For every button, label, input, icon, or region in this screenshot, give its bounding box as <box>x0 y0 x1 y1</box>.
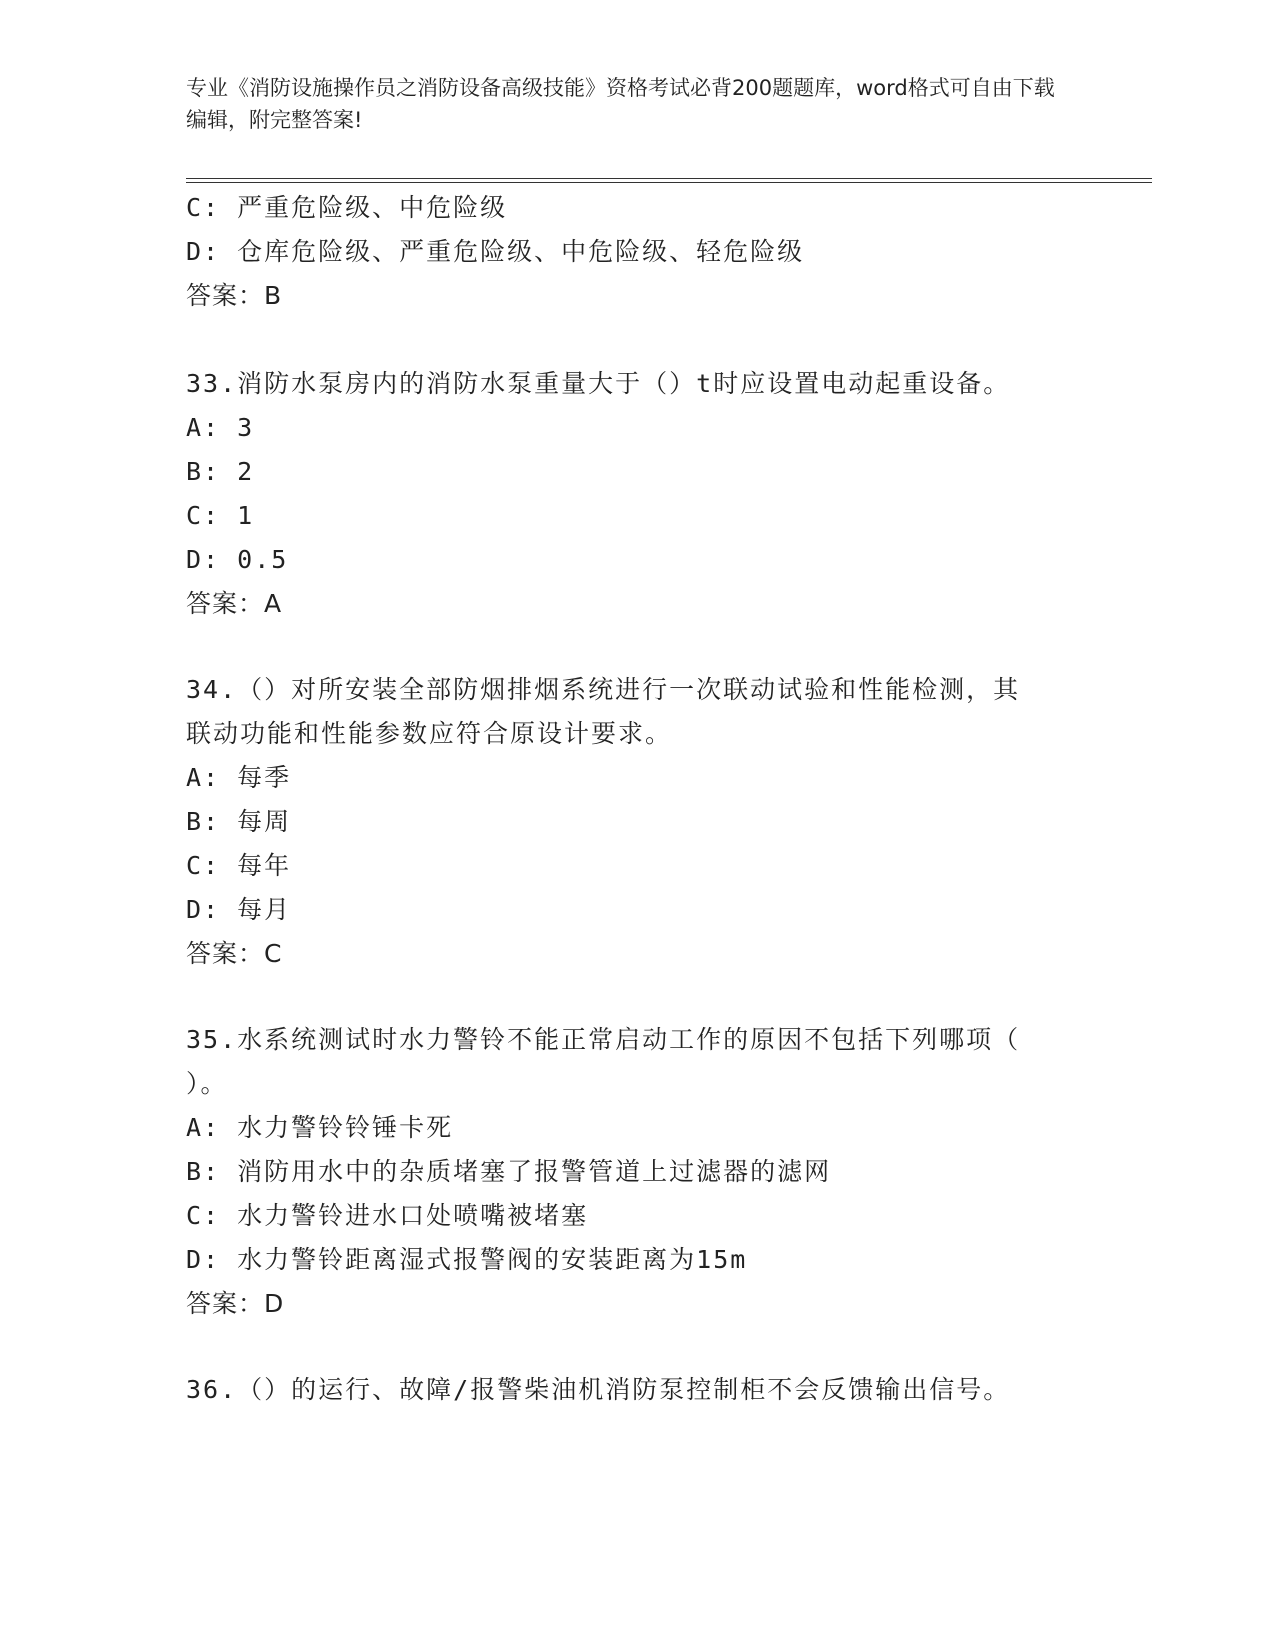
q32-option-d: D: 仓库危险级、严重危险级、中危险级、轻危险级 <box>186 237 805 266</box>
header-rule-top <box>186 178 1152 179</box>
document-header: 专业《消防设施操作员之消防设备高级技能》资格考试必背200题题库，word格式可自由下载编辑，附完整答案! <box>186 76 1055 132</box>
q34-option-d: D: 每月 <box>186 895 292 924</box>
q35-option-d: D: 水力警铃距离湿式报警阀的安装距离为15m <box>186 1245 748 1274</box>
header-rule-bottom <box>186 182 1152 183</box>
q35-option-b: B: 消防用水中的杂质堵塞了报警管道上过滤器的滤网 <box>186 1157 832 1186</box>
q32-answer: 答案：B <box>186 281 283 310</box>
q34-answer: 答案：C <box>186 939 283 968</box>
q34-option-a: A: 每季 <box>186 763 292 792</box>
q36-question: 36.（）的运行、故障/报警柴油机消防泵控制柜不会反馈输出信号。 <box>186 1375 1011 1404</box>
q35-answer: 答案：D <box>186 1289 285 1318</box>
q35-question-line1: 35.水系统测试时水力警铃不能正常启动工作的原因不包括下列哪项（ <box>186 1025 1021 1054</box>
q32-option-c: C: 严重危险级、中危险级 <box>186 193 508 222</box>
q33-option-b: B: 2 <box>186 457 255 486</box>
q35-option-a: A: 水力警铃铃锤卡死 <box>186 1113 454 1142</box>
q35-question-line2: ）。 <box>186 1069 228 1098</box>
q33-option-c: C: 1 <box>186 501 255 530</box>
q34-question-line1: 34.（）对所安装全部防烟排烟系统进行一次联动试验和性能检测，其 <box>186 675 1021 704</box>
q33-answer: 答案：A <box>186 589 283 618</box>
q34-option-c: C: 每年 <box>186 851 292 880</box>
q33-question: 33.消防水泵房内的消防水泵重量大于（）t时应设置电动起重设备。 <box>186 369 1011 398</box>
q33-option-a: A: 3 <box>186 413 255 442</box>
q34-question-line2: 联动功能和性能参数应符合原设计要求。 <box>186 719 673 748</box>
q33-option-d: D: 0.5 <box>186 545 289 574</box>
q35-option-c: C: 水力警铃进水口处喷嘴被堵塞 <box>186 1201 589 1230</box>
q34-option-b: B: 每周 <box>186 807 292 836</box>
